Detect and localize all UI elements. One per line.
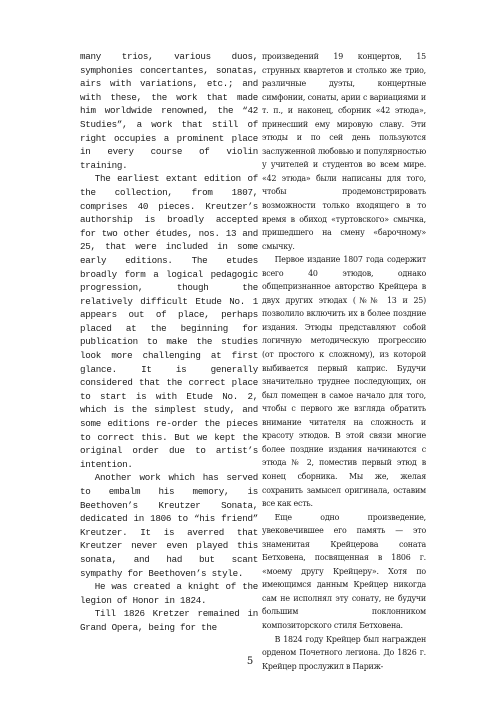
page-number: 5 [246, 656, 254, 667]
en-paragraph: Till 1826 Kretzer remained in Grand Opera, being for the [80, 608, 258, 633]
english-text-column [80, 50, 258, 635]
en-paragraph: The earliest extant edition of the collection, from 1807, comprises 40 pieces. Kreutzer’s authorship is broadly accepted for two other études, nos. 13 and 25, that were included in some early editions. The etudes broadly form a logical pedagogic progression, though the relatively difficult Etude No. 1 appears out of place, perhaps placed at the beginning for publication to make the studies look more challenging at first glance. It is generally considered that the correct place to start is with Etude No. 2, which is the simplest study, and some editions re-order the pieces to correct this. But we kept the original order due to artist’s intention. [80, 173, 258, 470]
ru-paragraph: В 1824 году Крейцер был награжден орденом Почетного легиона. До 1826 г. Крейцер прослужил в Париж- [262, 634, 426, 671]
en-paragraph: Another work which has served to embalm his memory, is Beethoven’s Kreutzer Sonata, dedicated in 1806 to “his friend” Kreutzer. It is averred that Kreutzer never even played this sonata, and had but scant sympathy for Beethoven’s style. [80, 472, 258, 579]
ru-paragraph: Первое издание 1807 года содержит всего 40 этюдов, однако общепризнанное авторство Крейцера в двух других этюдах (№№ 13 и 25) позволило включить их в более поздние издания. Этюды представляют собой логичную методическую прогрессию (от простого к сложному), из которой выбивается первый каприс. Будучи значительно труднее последующих, он был помещен в самое начало для того, чтобы с первого же взгляда обратить внимание читателя на сложность и красоту этюдов. В этой связи многие более поздние издания начинаются с этюда № 2, поместив первый этюд в конец сборника. Мы же, желая сохранить замысел оригинала, оставим все как есть. [262, 255, 426, 509]
russian-text-column [262, 50, 426, 673]
en-paragraph: many trios, various duos, symphonies concertantes, sonatas, airs with variations, etc.; and with these, the work that made him worldwide renowned, the “42 Studies”, a work that still of right occupies a prominent place in every course of violin training. [80, 51, 258, 171]
ru-paragraph: произведений 19 концертов, 15 струнных квартетов и столько же трио, различные дуэты, концертные симфонии, сонаты, арии с вариациями и т. п., и наконец, сборник «42 этюда», принесший ему мировую славу. Эти этюды и по сей день пользуются заслуженной любовью и популярностью у учителей и студентов во всем мире. «42 этюда» были написаны для того, чтобы продемонстрировать возможности только входящего в то время в обиход «туртовского» смычка, пришедшего на смену «барочному» смычку. [262, 52, 426, 251]
ru-paragraph: Еще одно произведение, увековечившее его память — это знаменитая Крейцерова соната Бетховена, посвященная в 1806 г. «моему другу Крейцеру». Хотя по имеющимся данным Крейцер никогда сам не исполнял эту сонату, не будучи большим поклонником композиторского стиля Бетховена. [262, 512, 426, 630]
en-paragraph: He was created a knight of the legion of Honor in 1824. [80, 581, 258, 606]
